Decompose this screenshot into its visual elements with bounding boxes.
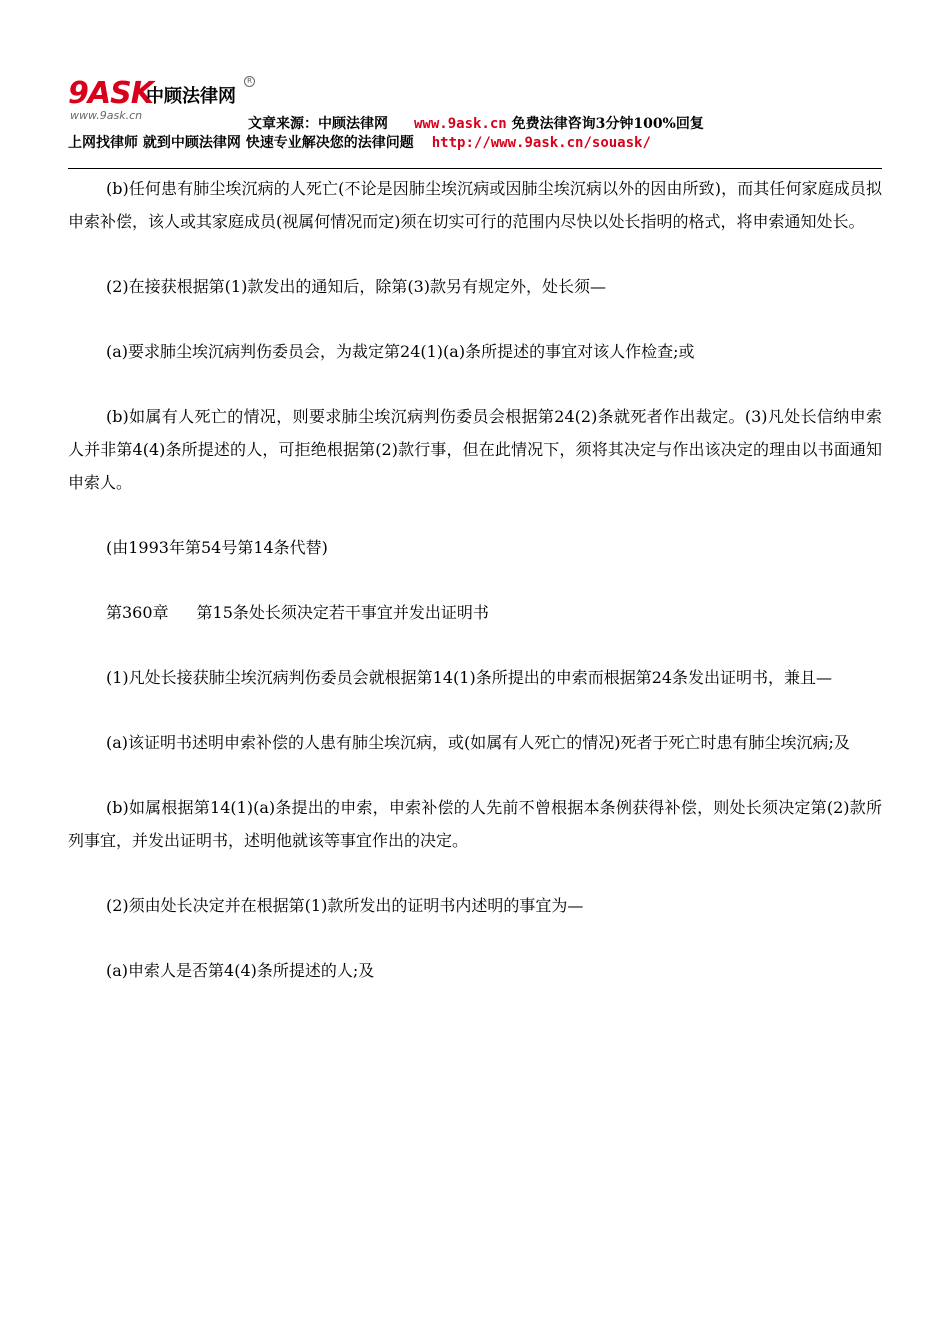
paragraph: (a)申索人是否第4(4)条所提述的人;及 [106,961,375,980]
site-logo[interactable] [68,76,278,124]
document-body [68,172,882,1019]
logo-chinese-name [146,82,236,108]
paragraph: (b)如属有人死亡的情况，则要求肺尘埃沉病判伤委员会根据第24(2)条就死者作出裁定。(3)凡处长信纳申索人并非第4(4)条所提述的人，可拒绝根据第(2)款行事，但在此情况下，须将其决定与作出该决定的理由以书面通知申索人。 [68,407,882,492]
paragraph: (1)凡处长接获肺尘埃沉病判伤委员会就根据第14(1)条所提出的申索而根据第24条发出证明书，兼且— [106,668,833,687]
paragraph: (a)要求肺尘埃沉病判伤委员会，为裁定第24(1)(a)条所提述的事宜对该人作检查;或 [106,342,695,361]
header-divider [68,168,882,169]
consult-text: 免费法律咨询3分钟100%回复 [511,116,704,132]
souask-url-link[interactable]: http://www.9ask.cn/souask/ [431,135,651,151]
logo-cn-part1: 中顾 [146,86,182,107]
logo-cn-part2: 法律网 [182,86,236,107]
source-label: 文章来源：中顾法律网 [248,116,388,132]
paragraph: (由1993年第54号第14条代替) [106,538,328,557]
header-line-2 [68,132,651,152]
site-url-link[interactable]: www.9ask.cn [414,116,507,132]
paragraph: (b)任何患有肺尘埃沉病的人死亡(不论是因肺尘埃沉病或因肺尘埃沉病以外的因由所致)，而其任何家庭成员拟申索补偿，该人或其家庭成员(视属何情况而定)须在切实可行的范围内尽快以处长指明的格式，将申索通知处长。 [68,179,882,231]
section-title: 第15条处长须决定若干事宜并发出证明书 [196,603,489,622]
paragraph: (a)该证明书述明申索补偿的人患有肺尘埃沉病，或(如属有人死亡的情况)死者于死亡时患有肺尘埃沉病;及 [106,733,850,752]
paragraph: (2)在接获根据第(1)款发出的通知后，除第(3)款另有规定外，处长须— [106,277,606,296]
paragraph: (b)如属根据第14(1)(a)条提出的申索，申索补偿的人先前不曾根据本条例获得补偿，则处长须决定第(2)款所列事宜，并发出证明书，述明他就该等事宜作出的决定。 [68,798,882,850]
header-line-1 [248,113,704,133]
paragraph: (2)须由处长决定并在根据第(1)款所发出的证明书内述明的事宜为— [106,896,584,915]
logo-url: www.9ask.cn [70,109,143,122]
chapter-label: 第360章 [106,603,169,622]
logo-mark: 9ASK [68,76,153,111]
registered-mark-icon: R [244,76,255,87]
slogan-text: 上网找律师 就到中顾法律网 快速专业解决您的法律问题 [68,135,414,151]
section-heading [68,596,882,629]
